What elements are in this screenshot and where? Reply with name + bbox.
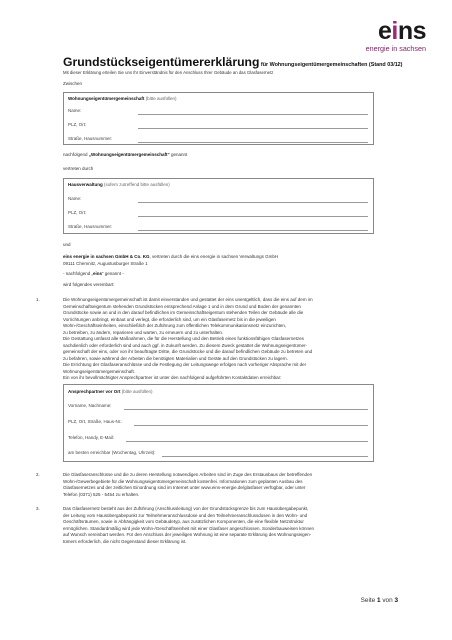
and-label: und [63, 242, 71, 247]
contact-person-heading: Ansprechpartner vor Ort (bitte ausfüllen) [68, 389, 153, 394]
owners-street-label: Straße, Hausnummer: [68, 136, 113, 141]
property-management-box [63, 178, 374, 234]
owners-city-label: PLZ, Ort: [68, 122, 87, 127]
section-1-line: Vorrichtungen anbringt, einbaut und verlegt, die erforderlich sind, um ein Glasfasernetz bis in die jeweiligen [63, 316, 276, 322]
section-1-line: Wohn-/Geschäftseinheiten, einschließlich der Zuführung zum öffentlichen Telekommunikationsnetz einzurichten, [63, 323, 287, 328]
contact-address-field[interactable] [134, 425, 368, 426]
section-1-line: Wohnungseigentümergemeinschaft. [63, 368, 135, 374]
named-eins-text: - nachfolgend „eins“ genannt - [63, 271, 124, 276]
page-number: Seite 1 von 3 [360, 597, 398, 604]
management-city-field[interactable] [138, 216, 368, 217]
owners-association-box [63, 92, 374, 145]
section-3-line: auf Wunsch vereinbart werden. Für den Anschluss der jeweiligen Wohnung ist eine separate Erklärung des Wohnungseigen- [63, 532, 312, 537]
section-1-line: sachdienlich oder erforderlich sind und auch ggf. in Zukunft werden. Zu diesem Zweck gestattet die Wohnungseigentümer- [63, 342, 308, 348]
section-1-line: Die Wohnungseigentümergemeinschaft ist damit einverstanden und gestattet der eins unentgeltlich, dass die eins auf dem im [63, 297, 313, 302]
section-3-line: ermöglichen. Standardmäßig wird jede Wohn-/Geschäftseinheit mit einer Glasfaser angeschlossen. Sonderbauweisen können [63, 525, 315, 531]
section-2-line: Die Glasfaseranschlüsse und die zu deren Herstellung notwendigen Arbeiten sind im Zuge des Erstausbaus der betreffenden [63, 472, 313, 477]
section-1-line: Die Gestattung umfasst alle Maßnahmen, die für die Herstellung und den Betrieb eines funktionsfähigen Glasfasernetzes [63, 336, 304, 341]
section-1-text [63, 297, 313, 382]
owners-city-field[interactable] [138, 128, 368, 129]
agreed-text: wird folgendes vereinbart: [63, 282, 115, 287]
between-label: Zwischen [63, 81, 83, 86]
section-1-number: 1. [36, 297, 40, 302]
contact-name-label: Vorname, Nachname: [68, 403, 112, 408]
owners-name-label: Name: [68, 108, 82, 113]
owners-name-field[interactable] [138, 114, 368, 115]
section-2-number: 2. [36, 472, 40, 477]
contact-phone-field[interactable] [126, 441, 368, 442]
contact-name-field[interactable] [124, 409, 368, 410]
section-3-number: 3. [36, 506, 40, 511]
section-3-line: Das Glasfasernetz besteht aus der Zuführung (Anschlussleitung) von der Grundstücksgrenze bis zum Hausübergabepunkt, [63, 506, 309, 511]
document-title: Grundstückseigentümererklärung für Wohnungseigentümergemeinschaften (Stand 03/12) [63, 55, 403, 69]
management-name-label: Name: [68, 196, 82, 201]
named-owners-text: nachfolgend „Wohnungseigentümergemeinschaft“ genannt [63, 152, 188, 157]
section-3-text [63, 506, 314, 545]
contact-phone-label: Telefon, Handy, E-Mail: [68, 435, 115, 440]
logo-wordmark: eins [377, 17, 426, 45]
company-name: eins energie in sachsen GmbH & Co. KG, vertreten durch die eins energie in sachsen Verwaltungs GmbH [63, 254, 279, 259]
management-street-label: Straße, Hausnummer: [68, 224, 113, 229]
section-2-line: Wohn-/Gewerbegebiete für die Wohnungseigentümergemeinschaft kostenfrei. Informationen zum geplanten Ausbau des [63, 478, 303, 484]
section-1-line: Gemeinschaftseigentum stehenden Grundstücken entsprechend Anlage 1 und in dem Grund und Boden der genannten [63, 303, 301, 309]
section-1-line: zu betreiben, zu ändern, reparieren und warten, zu erneuern und zu unterhalten. [63, 329, 224, 335]
section-3-line: der Leitung vom Hausübergabepunkt zur Teilnehmeranschlussdose und den Teilnehmeranschlussdosen in den Wohn- und [63, 512, 308, 518]
section-3-line: tümers erforderlich, die nicht Gegenstand dieser Erklärung ist. [63, 538, 187, 544]
logo-subtitle: energie in sachsen [365, 44, 426, 53]
section-1-line: gemeinschaft der eins, oder von ihr beauftragte Dritte, die Grundstücke und die darauf befindlichen Gebäude zu betreten und [63, 349, 313, 354]
section-1-line: Ein von ihr bevollmächtigter Ansprechpartner ist unter den nachfolgend aufgeführten Kontaktdaten erreichbar: [63, 375, 282, 380]
contact-person-box [63, 384, 374, 462]
section-1-line: Die Errichtung der Glasfaseranschlüsse und die Festlegung der Leitungswege erfolgen nach vorheriger Absprache mit der [63, 362, 307, 367]
owners-street-field[interactable] [138, 142, 368, 143]
management-name-field[interactable] [138, 202, 368, 203]
management-street-field[interactable] [138, 230, 368, 231]
company-address: 09111 Chemnitz, Augustusburger Straße 1 [63, 261, 148, 266]
section-2-line: Glasfasernetzes und der zeitlichen Einordnung sind im Internet unter www.eins-energie.de/glasfaser verfügbar, oder unter [63, 485, 306, 490]
represented-by-label: vertreten durch [63, 166, 94, 171]
contact-availability-field[interactable] [162, 456, 368, 457]
owners-association-heading: Wohnungseigentümergemeinschaft (bitte ausfüllen) [68, 96, 177, 101]
management-city-label: PLZ, Ort: [68, 210, 87, 215]
property-management-heading: Hausverwaltung (sofern zutreffend bitte ausfüllen) [68, 182, 170, 187]
section-1-line: zu befahren, sowie während der Arbeiten die benötigten Materialien und Geräte auf den Grundstücken zu lagern. [63, 355, 288, 361]
eins-logo [360, 18, 426, 54]
section-1-line: Grundstücke sowie an und in den darauf befindlichen im Gemeinschaftseigentum stehenden Teilen der Gebäude alle die [63, 310, 304, 315]
section-2-line: Telefon (0371) 525 - 5454 zu erhalten. [63, 491, 140, 497]
section-3-line: Geschäftsräumen, sowie in Abhängigkeit vom Gebäudetyp, aus zusätzlichen Komponenten, die eine flexible Netzstruktur [63, 519, 304, 524]
contact-availability-label: am besten erreichbar (Wochentag, Uhrzeit): [68, 450, 156, 455]
section-2-text [63, 472, 312, 498]
intro-text: Mit dieser Erklärung erteilen Sie uns Ihr Einverständnis für den Anschluss Ihrer Gebäude an das Glasfasernetz [63, 70, 274, 75]
contact-address-label: PLZ, Ort, Straße, Haus-Nr.: [68, 419, 123, 424]
